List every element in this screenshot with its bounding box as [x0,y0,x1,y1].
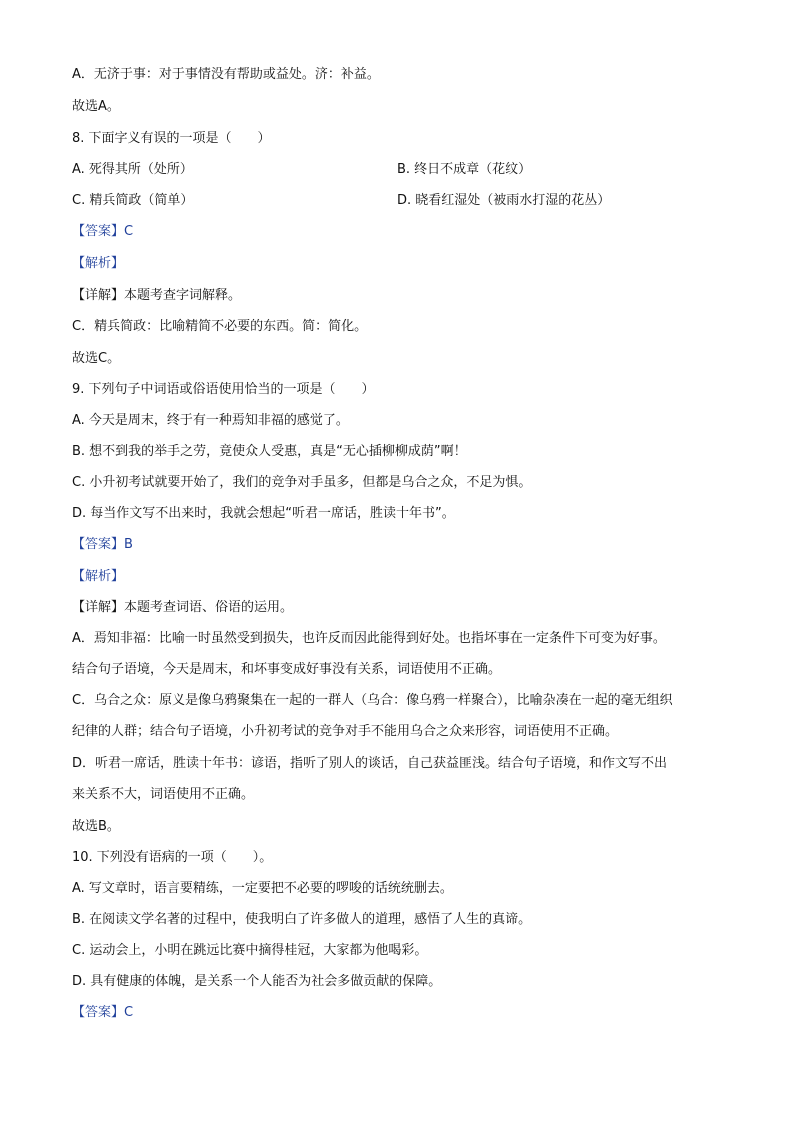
analysis-line: 结合句子语境，今天是周末，和坏事变成好事没有关系，词语使用不正确。 [72,662,502,677]
option-8c: C. 精兵简政（简单） [72,193,194,208]
conclusion-line: 故选C。 [72,351,121,366]
answer-label: 【答案】B [72,537,133,552]
detail-line: 【详解】本题考查词语、俗语的运用。 [72,600,294,615]
analysis-label: 【解析】 [72,256,125,271]
option-9a: A. 今天是周末，终于有一种焉知非福的感觉了。 [72,413,349,428]
analysis-line: C．乌合之众：原义是像乌鸦聚集在一起的一群人（乌合：像乌鸦一样聚合），比喻杂凑在一起的毫无组织 [72,693,673,708]
option-8b: B. 终日不成章（花纹） [397,162,532,177]
question-10-stem: 10. 下列没有语病的一项（ ）。 [72,850,273,865]
question-9-stem: 9. 下列句子中词语或俗语使用恰当的一项是（ ） [72,382,375,397]
option-9d: D. 每当作文写不出来时，我就会想起“听君一席话，胜读十年书”。 [72,506,455,521]
option-8d: D. 晓看红湿处（被雨水打湿的花丛） [397,193,611,208]
analysis-line: 纪律的人群；结合句子语境，小升初考试的竞争对手不能用乌合之众来形容，词语使用不正确。 [72,724,619,739]
detail-line: 【详解】本题考查字词解释。 [72,288,242,303]
analysis-label: 【解析】 [72,569,125,584]
answer-label: 【答案】C [72,1005,134,1020]
analysis-line: D．听君一席话，胜读十年书：谚语，指听了别人的谈话，自己获益匪浅。结合句子语境，和作文写不出 [72,756,668,771]
option-9c: C. 小升初考试就要开始了，我们的竞争对手虽多，但都是乌合之众，不足为惧。 [72,475,532,490]
analysis-line: A．焉知非福：比喻一时虽然受到损失，也许反而因此能得到好处。也指坏事在一定条件下可变为好事。 [72,631,666,646]
option-9b: B. 想不到我的举手之劳，竟使众人受惠，真是“无心插柳柳成荫”啊！ [72,444,467,459]
analysis-line: 来关系不大，词语使用不正确。 [72,787,255,802]
option-10b: B. 在阅读文学名著的过程中，使我明白了许多做人的道理，感悟了人生的真谛。 [72,912,532,927]
option-10c: C. 运动会上，小明在跳远比赛中摘得桂冠，大家都为他喝彩。 [72,943,428,958]
answer-label: 【答案】C [72,224,134,239]
conclusion-line: 故选A。 [72,99,120,114]
option-10a: A. 写文章时，语言要精练，一定要把不必要的啰唆的话统统删去。 [72,881,453,896]
question-8-stem: 8. 下面字义有误的一项是（ ） [72,131,271,146]
option-10d: D. 具有健康的体魄，是关系一个人能否为社会多做贡献的保障。 [72,974,442,989]
analysis-line: A．无济于事：对于事情没有帮助或益处。济：补益。 [72,67,380,82]
analysis-line: C．精兵简政：比喻精简不必要的东西。简：简化。 [72,319,368,334]
conclusion-line: 故选B。 [72,819,120,834]
option-8a: A. 死得其所（处所） [72,162,193,177]
